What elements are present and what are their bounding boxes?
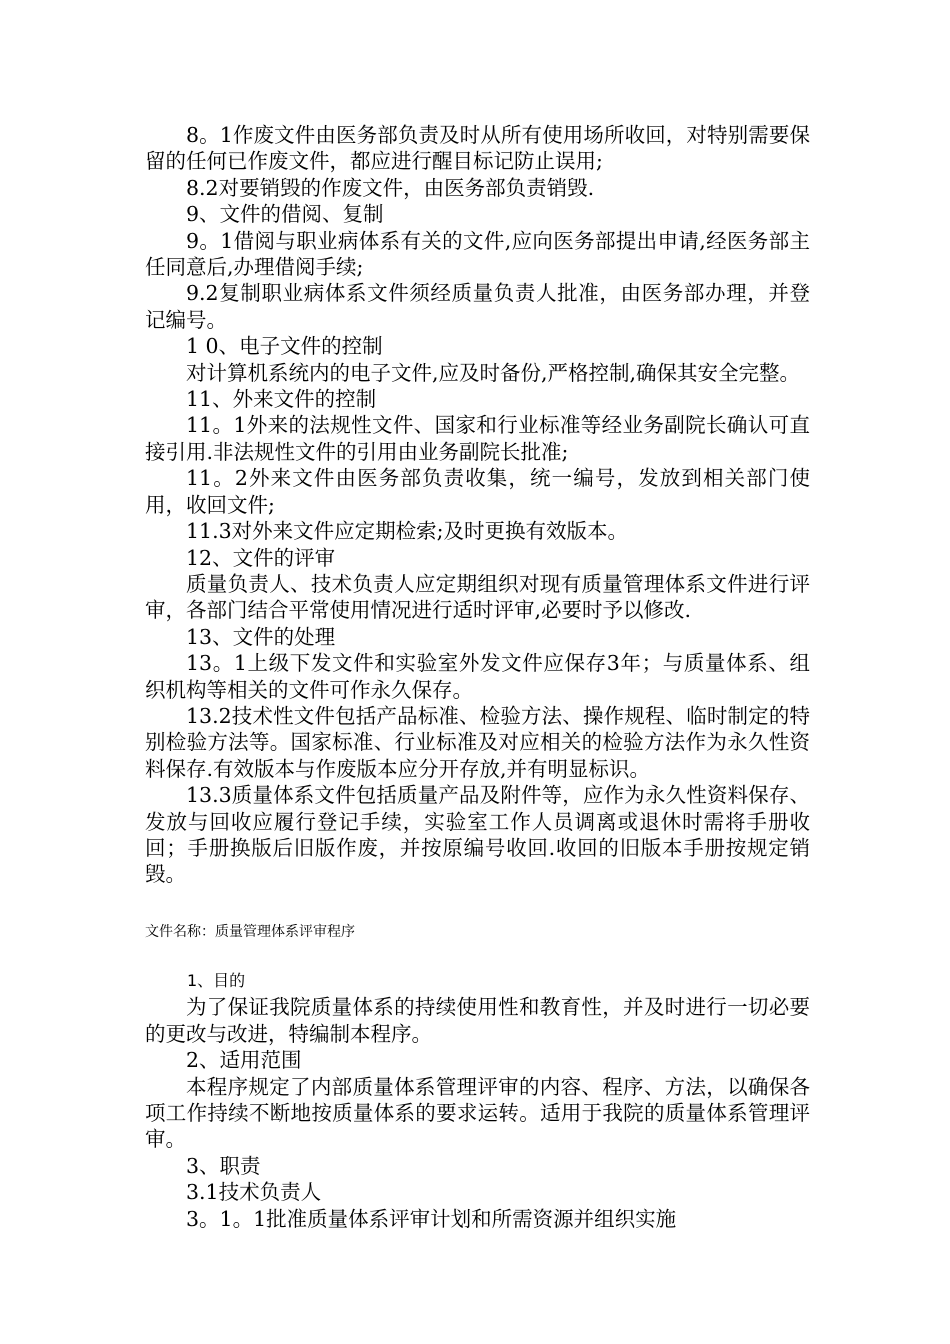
file-name-label: 文件名称：质量管理体系评审程序 [145,924,355,940]
heading-12: 12、文件的评审 [186,545,336,570]
heading-purpose: 1、目的 [187,971,246,990]
heading-9: 9、文件的借阅、复制 [186,202,384,227]
paragraph-13-2: 13.2技术性文件包括产品标准、检验方法、操作规程、临时制定的特别检验方法等。国家标准、行业标准及对应相关的检验方法作为永久性资料保存.有效版本与作废版本应分开存放,并有明显标识。 [145,703,810,781]
paragraph-8-2: 8.2对要销毁的作废文件，由医务部负责销毁. [186,175,595,200]
paragraph-8-1: 8。1作废文件由医务部负责及时从所有使用场所收回，对特别需要保留的任何已作废文件，都应进行醒目标记防止误用; [145,123,810,174]
document-body-section-1 [145,122,810,888]
document-body-section-2 [145,968,810,1232]
heading-13: 13、文件的处理 [186,624,336,649]
paragraph-11-2: 11。2外来文件由医务部负责收集，统一编号，发放到相关部门使用，收回文件; [145,466,810,517]
heading-3-1: 3.1技术负责人 [186,1180,322,1205]
paragraph-3-1-1: 3。1。1批准质量体系评审计划和所需资源并组织实施 [186,1206,677,1231]
paragraph-10: 对计算机系统内的电子文件,应及时备份,严格控制,确保其安全完整。 [186,360,801,385]
paragraph-scope: 本程序规定了内部质量体系管理评审的内容、程序、方法，以确保各项工作持续不断地按质量体系的要求运转。适用于我院的质量体系管理评审。 [145,1074,810,1152]
paragraph-13-3: 13.3质量体系文件包括质量产品及附件等，应作为永久性资料保存、发放与回收应履行登记手续，实验室工作人员调离或退休时需将手册收回；手册换版后旧版作废，并按原编号收回.收回的旧版本手册按规定销毁。 [145,783,810,887]
heading-10: 1 0、电子文件的控制 [186,334,383,359]
heading-scope: 2、适用范围 [186,1048,302,1073]
paragraph-purpose: 为了保证我院质量体系的持续使用性和教育性，并及时进行一切必要的更改与改进，特编制本程序。 [145,995,810,1046]
paragraph-13-1: 13。1上级下发文件和实验室外发文件应保存3年；与质量体系、组织机构等相关的文件可作永久保存。 [145,651,810,702]
paragraph-11-3: 11.3对外来文件应定期检索;及时更换有效版本。 [186,519,629,544]
heading-duties: 3、职责 [186,1153,261,1178]
paragraph-9-1: 9。1借阅与职业病体系有关的文件,应向医务部提出申请,经医务部主任同意后,办理借阅手续; [145,228,810,280]
paragraph-11-1: 11。1外来的法规性文件、国家和行业标准等经业务副院长确认可直接引用.非法规性文件的引用由业务副院长批准; [145,413,810,464]
paragraph-12: 质量负责人、技术负责人应定期组织对现有质量管理体系文件进行评审，各部门结合平常使用情况进行适时评审,必要时予以修改. [145,571,810,623]
paragraph-9-2: 9.2复制职业病体系文件须经质量负责人批准，由医务部办理，并登记编号。 [145,281,810,332]
heading-11: 11、外来文件的控制 [186,387,377,412]
